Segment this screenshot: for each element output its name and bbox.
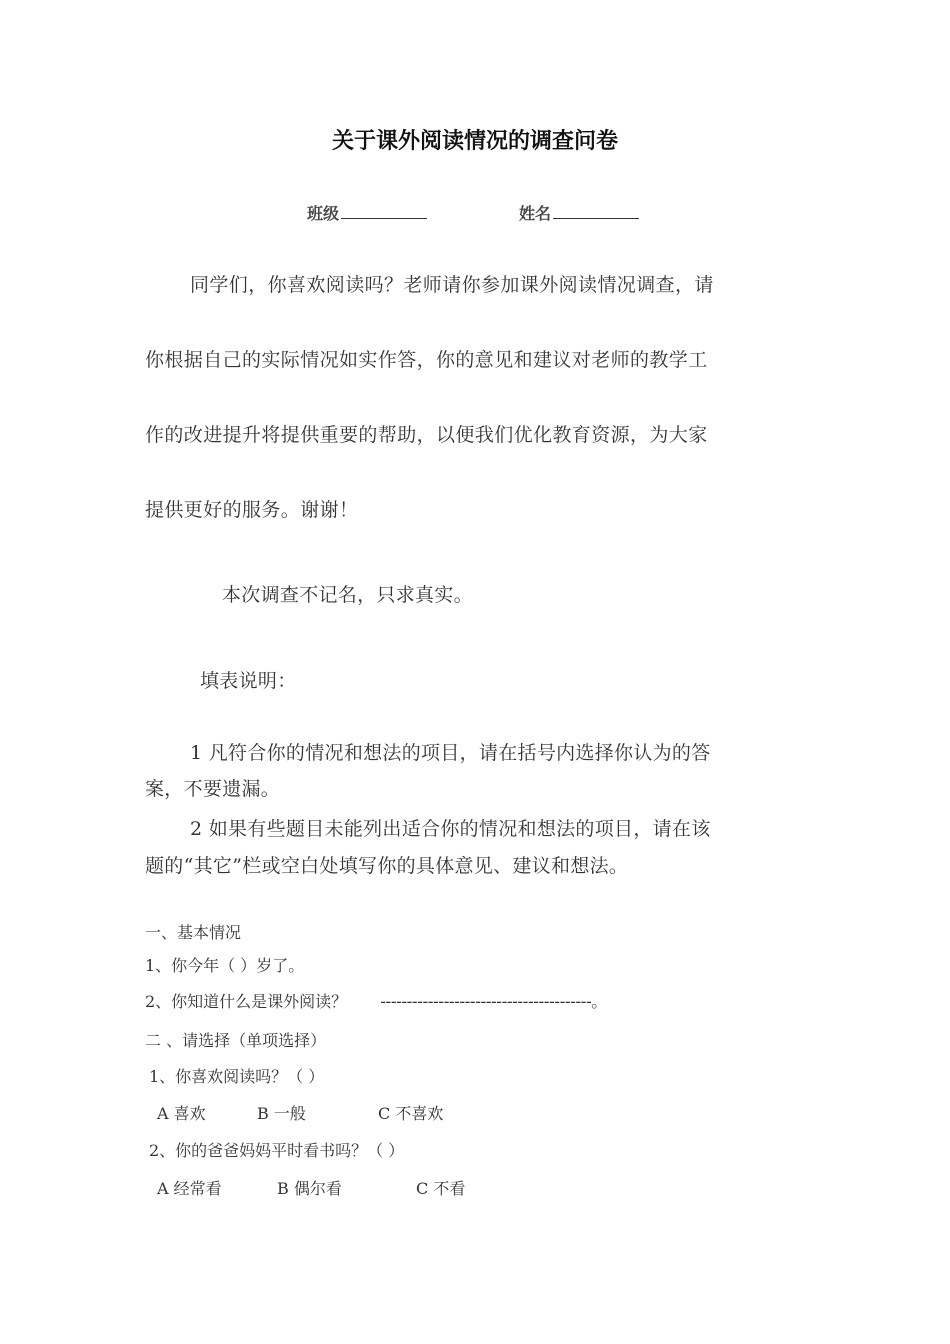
instruction-1-line-2: 案，不要遗漏。: [145, 778, 281, 800]
class-field: [307, 201, 427, 224]
section-1-question-1: 1、你今年（ ）岁了。: [145, 956, 305, 975]
instruction-1-line-1: 1 凡符合你的情况和想法的项目，请在括号内选择你认为的答: [190, 742, 711, 764]
class-label: 班级: [307, 204, 340, 223]
q1-option-b[interactable]: B 一般: [257, 1104, 306, 1123]
name-field: [519, 201, 639, 224]
section-2-question-1: 1、你喜欢阅读吗？（ ）: [149, 1067, 325, 1086]
section-2-heading: 二 、请选择（单项选择）: [145, 1031, 327, 1050]
q1-option-a[interactable]: A 喜欢: [157, 1104, 206, 1123]
class-blank[interactable]: [341, 204, 427, 219]
q2-option-b[interactable]: B 偶尔看: [277, 1179, 342, 1198]
page-title: 关于课外阅读情况的调查问卷: [331, 129, 618, 154]
name-label: 姓名: [519, 204, 552, 223]
name-blank[interactable]: [553, 204, 639, 219]
section-1-question-2: [145, 989, 607, 1012]
intro-line-1: 同学们，你喜欢阅读吗？老师请你参加课外阅读情况调查，请: [190, 274, 714, 296]
intro-line-2: 你根据自己的实际情况如实作答，你的意见和建议对老师的教学工: [145, 349, 708, 371]
intro-line-4: 提供更好的服务。谢谢！: [145, 499, 359, 521]
q1-option-c[interactable]: C 不喜欢: [378, 1104, 444, 1123]
instruction-2-line-2: 题的“其它”栏或空白处填写你的具体意见、建议和想法。: [145, 855, 629, 877]
answer-dash-line: ----------------------------------------。: [380, 992, 607, 1011]
q2-option-c[interactable]: C 不看: [416, 1179, 466, 1198]
intro-line-3: 作的改进提升将提供重要的帮助，以便我们优化教育资源，为大家: [145, 424, 708, 446]
section-2-question-2: 2、你的爸爸妈妈平时看书吗？（ ）: [149, 1141, 405, 1160]
section-1-question-2-text: 2、你知道什么是课外阅读？: [145, 992, 348, 1011]
anonymous-note: 本次调查不记名，只求真实。: [222, 584, 473, 606]
q2-option-a[interactable]: A 经常看: [157, 1179, 222, 1198]
instruction-2-line-1: 2 如果有些题目未能列出适合你的情况和想法的项目，请在该: [190, 818, 711, 840]
instructions-heading: 填表说明：: [200, 670, 297, 692]
section-1-heading: 一、基本情况: [145, 923, 242, 942]
